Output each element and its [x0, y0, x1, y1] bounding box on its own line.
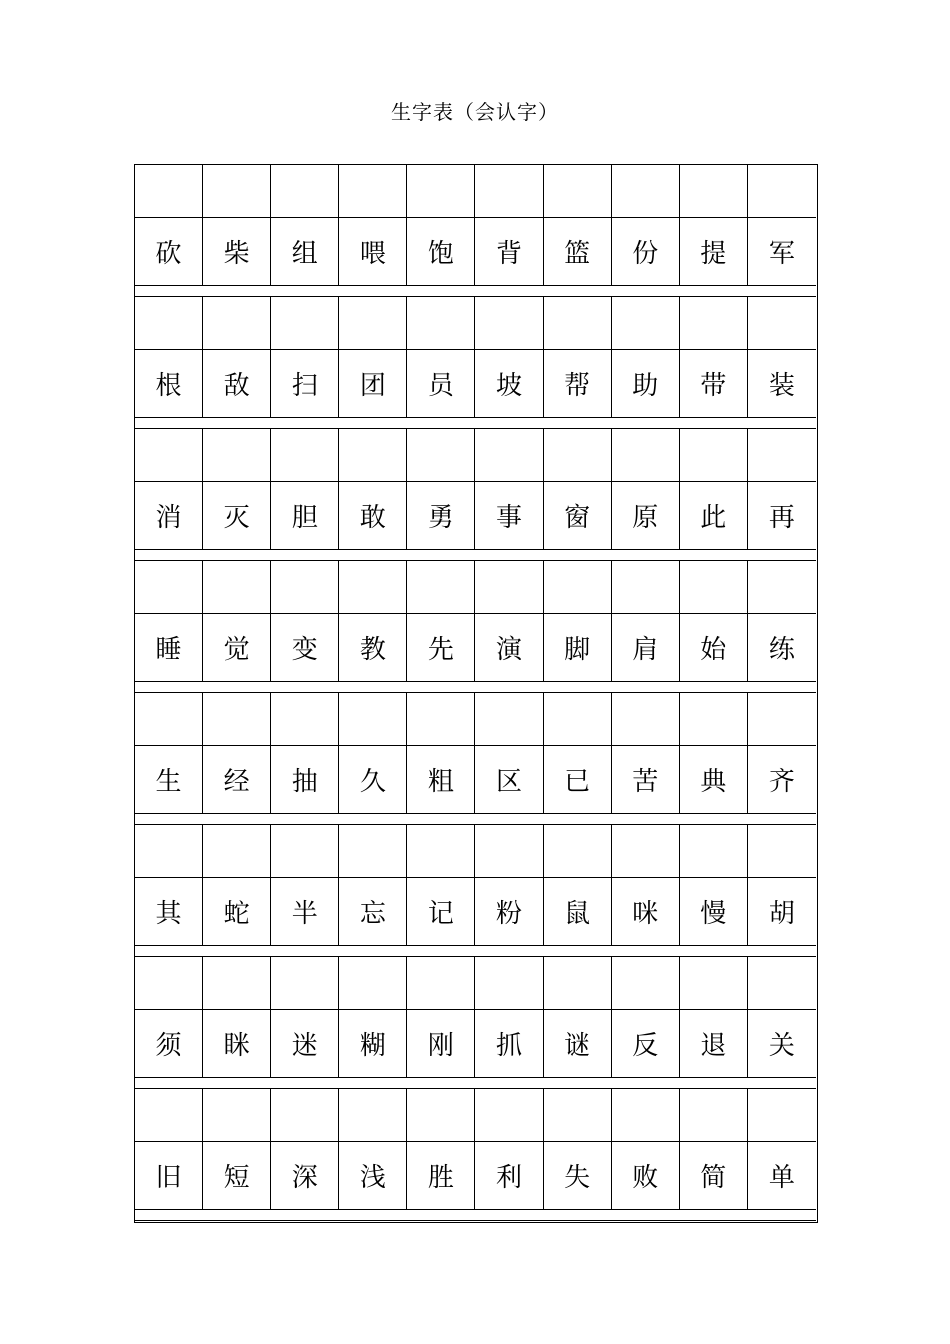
- character-cell: 简: [680, 1141, 748, 1209]
- pinyin-cell: [748, 561, 816, 613]
- pinyin-cell: [544, 957, 612, 1009]
- character-cell: 蛇: [203, 877, 271, 945]
- pinyin-cell: [748, 1089, 816, 1141]
- pinyin-cell: [475, 957, 543, 1009]
- character-cell: 浅: [339, 1141, 407, 1209]
- character-cell: 背: [475, 217, 543, 285]
- pinyin-row: [135, 1089, 816, 1142]
- pinyin-cell: [203, 561, 271, 613]
- character-cell: 根: [135, 349, 203, 417]
- character-cell: 半: [271, 877, 339, 945]
- character-cell: 勇: [407, 481, 475, 549]
- character-cell: 粉: [475, 877, 543, 945]
- pinyin-cell: [612, 957, 680, 1009]
- pinyin-cell: [135, 957, 203, 1009]
- pinyin-cell: [612, 429, 680, 481]
- character-cell: 关: [768, 1030, 795, 1061]
- character-cell: 其: [135, 877, 203, 945]
- character-cell: 胡: [768, 898, 795, 929]
- character-cell: 失: [544, 1141, 612, 1209]
- pinyin-cell: [407, 1089, 475, 1141]
- character-cell: 提: [680, 217, 748, 285]
- character-cell: 败: [612, 1141, 680, 1209]
- pinyin-cell: [407, 165, 475, 217]
- pinyin-cell: [339, 693, 407, 745]
- pinyin-cell: [475, 165, 543, 217]
- character-cell: 退: [680, 1009, 748, 1077]
- pinyin-row: [135, 561, 816, 614]
- row-separator: [135, 417, 816, 429]
- pinyin-cell: [407, 693, 475, 745]
- character-cell: 忘: [339, 877, 407, 945]
- character-cell: 眯: [203, 1009, 271, 1077]
- character-cell: 记: [407, 877, 475, 945]
- pinyin-cell: [135, 429, 203, 481]
- pinyin-cell: [135, 1089, 203, 1141]
- pinyin-cell: [612, 297, 680, 349]
- character-cell: 此: [680, 481, 748, 549]
- pinyin-cell: [271, 297, 339, 349]
- character-cell: 抽: [271, 745, 339, 813]
- character-cell: 军: [768, 238, 795, 269]
- pinyin-cell: [339, 165, 407, 217]
- character-cell: 篮: [544, 217, 612, 285]
- pinyin-cell: [680, 1089, 748, 1141]
- pinyin-cell: [407, 561, 475, 613]
- pinyin-cell: [680, 165, 748, 217]
- pinyin-cell: [203, 165, 271, 217]
- character-cell: 经: [203, 745, 271, 813]
- row-separator: [135, 681, 816, 693]
- pinyin-cell: [135, 561, 203, 613]
- character-cell: 坡: [475, 349, 543, 417]
- character-cell: 胆: [271, 481, 339, 549]
- pinyin-row: [135, 165, 816, 218]
- character-row: [135, 349, 816, 418]
- pinyin-cell: [680, 825, 748, 877]
- character-cell: 谜: [544, 1009, 612, 1077]
- character-cell: 组: [271, 217, 339, 285]
- pinyin-row: [135, 957, 816, 1010]
- row-separator: [135, 549, 816, 561]
- character-cell: 深: [271, 1141, 339, 1209]
- pinyin-cell: [612, 1089, 680, 1141]
- pinyin-cell: [271, 429, 339, 481]
- character-row: [135, 1009, 816, 1078]
- character-cell: 脚: [544, 613, 612, 681]
- character-cell: 砍: [135, 217, 203, 285]
- character-cell: 变: [271, 613, 339, 681]
- pinyin-cell: [203, 297, 271, 349]
- character-cell: 咪: [612, 877, 680, 945]
- pinyin-cell: [475, 297, 543, 349]
- character-block: [135, 1089, 816, 1221]
- character-row: [135, 613, 816, 682]
- character-cell: 迷: [271, 1009, 339, 1077]
- character-cell: 柴: [203, 217, 271, 285]
- character-cell: 助: [612, 349, 680, 417]
- row-separator: [135, 285, 816, 297]
- character-cell: 装: [768, 370, 795, 401]
- character-cell: 短: [203, 1141, 271, 1209]
- character-table: [134, 164, 818, 1223]
- character-row: [135, 217, 816, 286]
- character-cell: 区: [475, 745, 543, 813]
- pinyin-cell: [680, 429, 748, 481]
- character-cell: 练: [768, 634, 795, 665]
- character-cell: 肩: [612, 613, 680, 681]
- pinyin-cell: [612, 825, 680, 877]
- pinyin-cell: [680, 297, 748, 349]
- character-block: [135, 693, 816, 825]
- pinyin-cell: [407, 297, 475, 349]
- character-cell: 旧: [135, 1141, 203, 1209]
- pinyin-cell: [271, 693, 339, 745]
- character-cell: 反: [612, 1009, 680, 1077]
- character-cell: 演: [475, 613, 543, 681]
- character-block: [135, 429, 816, 561]
- pinyin-cell: [271, 825, 339, 877]
- character-cell: 久: [339, 745, 407, 813]
- pinyin-cell: [544, 693, 612, 745]
- pinyin-cell: [475, 429, 543, 481]
- pinyin-cell: [680, 693, 748, 745]
- pinyin-cell: [748, 825, 816, 877]
- character-cell: 消: [135, 481, 203, 549]
- pinyin-row: [135, 825, 816, 878]
- pinyin-cell: [680, 957, 748, 1009]
- pinyin-cell: [475, 561, 543, 613]
- character-block: [135, 561, 816, 693]
- character-cell: 典: [680, 745, 748, 813]
- pinyin-cell: [339, 561, 407, 613]
- row-separator: [135, 945, 816, 957]
- character-row: [135, 1141, 816, 1210]
- pinyin-cell: [271, 165, 339, 217]
- character-block: [135, 957, 816, 1089]
- character-cell: 须: [135, 1009, 203, 1077]
- character-cell: 刚: [407, 1009, 475, 1077]
- character-cell: 喂: [339, 217, 407, 285]
- character-cell: 帮: [544, 349, 612, 417]
- page-title: 生字表（会认字）: [391, 100, 559, 124]
- row-separator: [135, 813, 816, 825]
- character-cell: 饱: [407, 217, 475, 285]
- pinyin-cell: [271, 561, 339, 613]
- pinyin-cell: [135, 693, 203, 745]
- pinyin-cell: [339, 429, 407, 481]
- pinyin-cell: [339, 957, 407, 1009]
- pinyin-cell: [544, 297, 612, 349]
- pinyin-cell: [475, 693, 543, 745]
- character-cell: 员: [407, 349, 475, 417]
- character-cell: 团: [339, 349, 407, 417]
- character-cell: 慢: [680, 877, 748, 945]
- pinyin-cell: [612, 165, 680, 217]
- pinyin-cell: [271, 1089, 339, 1141]
- pinyin-row: [135, 297, 816, 350]
- pinyin-cell: [544, 1089, 612, 1141]
- character-cell: 抓: [475, 1009, 543, 1077]
- character-cell: 胜: [407, 1141, 475, 1209]
- pinyin-cell: [748, 693, 816, 745]
- character-cell: 灭: [203, 481, 271, 549]
- character-row: [135, 877, 816, 946]
- character-cell: 觉: [203, 613, 271, 681]
- pinyin-cell: [203, 429, 271, 481]
- character-cell: 窗: [544, 481, 612, 549]
- pinyin-cell: [544, 429, 612, 481]
- pinyin-cell: [203, 825, 271, 877]
- character-cell: 已: [544, 745, 612, 813]
- pinyin-cell: [612, 561, 680, 613]
- pinyin-cell: [339, 297, 407, 349]
- character-cell: 教: [339, 613, 407, 681]
- pinyin-cell: [407, 825, 475, 877]
- pinyin-cell: [135, 165, 203, 217]
- pinyin-cell: [203, 1089, 271, 1141]
- pinyin-cell: [339, 825, 407, 877]
- pinyin-cell: [475, 825, 543, 877]
- character-cell: 齐: [768, 766, 795, 797]
- row-separator: [135, 1077, 816, 1089]
- character-cell: 糊: [339, 1009, 407, 1077]
- character-cell: 睡: [135, 613, 203, 681]
- pinyin-cell: [203, 693, 271, 745]
- pinyin-cell: [612, 693, 680, 745]
- pinyin-cell: [544, 561, 612, 613]
- character-cell: 利: [475, 1141, 543, 1209]
- character-cell: 粗: [407, 745, 475, 813]
- pinyin-cell: [203, 957, 271, 1009]
- character-cell: 苦: [612, 745, 680, 813]
- pinyin-cell: [748, 297, 816, 349]
- character-cell: 敌: [203, 349, 271, 417]
- character-cell: 事: [475, 481, 543, 549]
- character-cell: 带: [680, 349, 748, 417]
- character-block: [135, 165, 816, 297]
- character-cell: 单: [768, 1162, 795, 1193]
- pinyin-cell: [475, 1089, 543, 1141]
- character-cell: 再: [768, 502, 795, 533]
- pinyin-cell: [407, 957, 475, 1009]
- character-cell: 先: [407, 613, 475, 681]
- pinyin-cell: [271, 957, 339, 1009]
- pinyin-cell: [680, 561, 748, 613]
- pinyin-row: [135, 429, 816, 482]
- pinyin-cell: [407, 429, 475, 481]
- character-block: [135, 825, 816, 957]
- character-cell: 鼠: [544, 877, 612, 945]
- pinyin-cell: [135, 825, 203, 877]
- pinyin-cell: [339, 1089, 407, 1141]
- row-separator: [135, 1209, 816, 1221]
- character-cell: 始: [680, 613, 748, 681]
- pinyin-cell: [748, 429, 816, 481]
- character-cell: 扫: [271, 349, 339, 417]
- character-row: [135, 745, 816, 814]
- pinyin-cell: [544, 165, 612, 217]
- pinyin-cell: [748, 165, 816, 217]
- pinyin-cell: [544, 825, 612, 877]
- character-cell: 份: [612, 217, 680, 285]
- character-block: [135, 297, 816, 429]
- character-row: [135, 481, 816, 550]
- character-cell: 生: [135, 745, 203, 813]
- pinyin-row: [135, 693, 816, 746]
- pinyin-cell: [748, 957, 816, 1009]
- character-cell: 原: [612, 481, 680, 549]
- pinyin-cell: [135, 297, 203, 349]
- character-cell: 敢: [339, 481, 407, 549]
